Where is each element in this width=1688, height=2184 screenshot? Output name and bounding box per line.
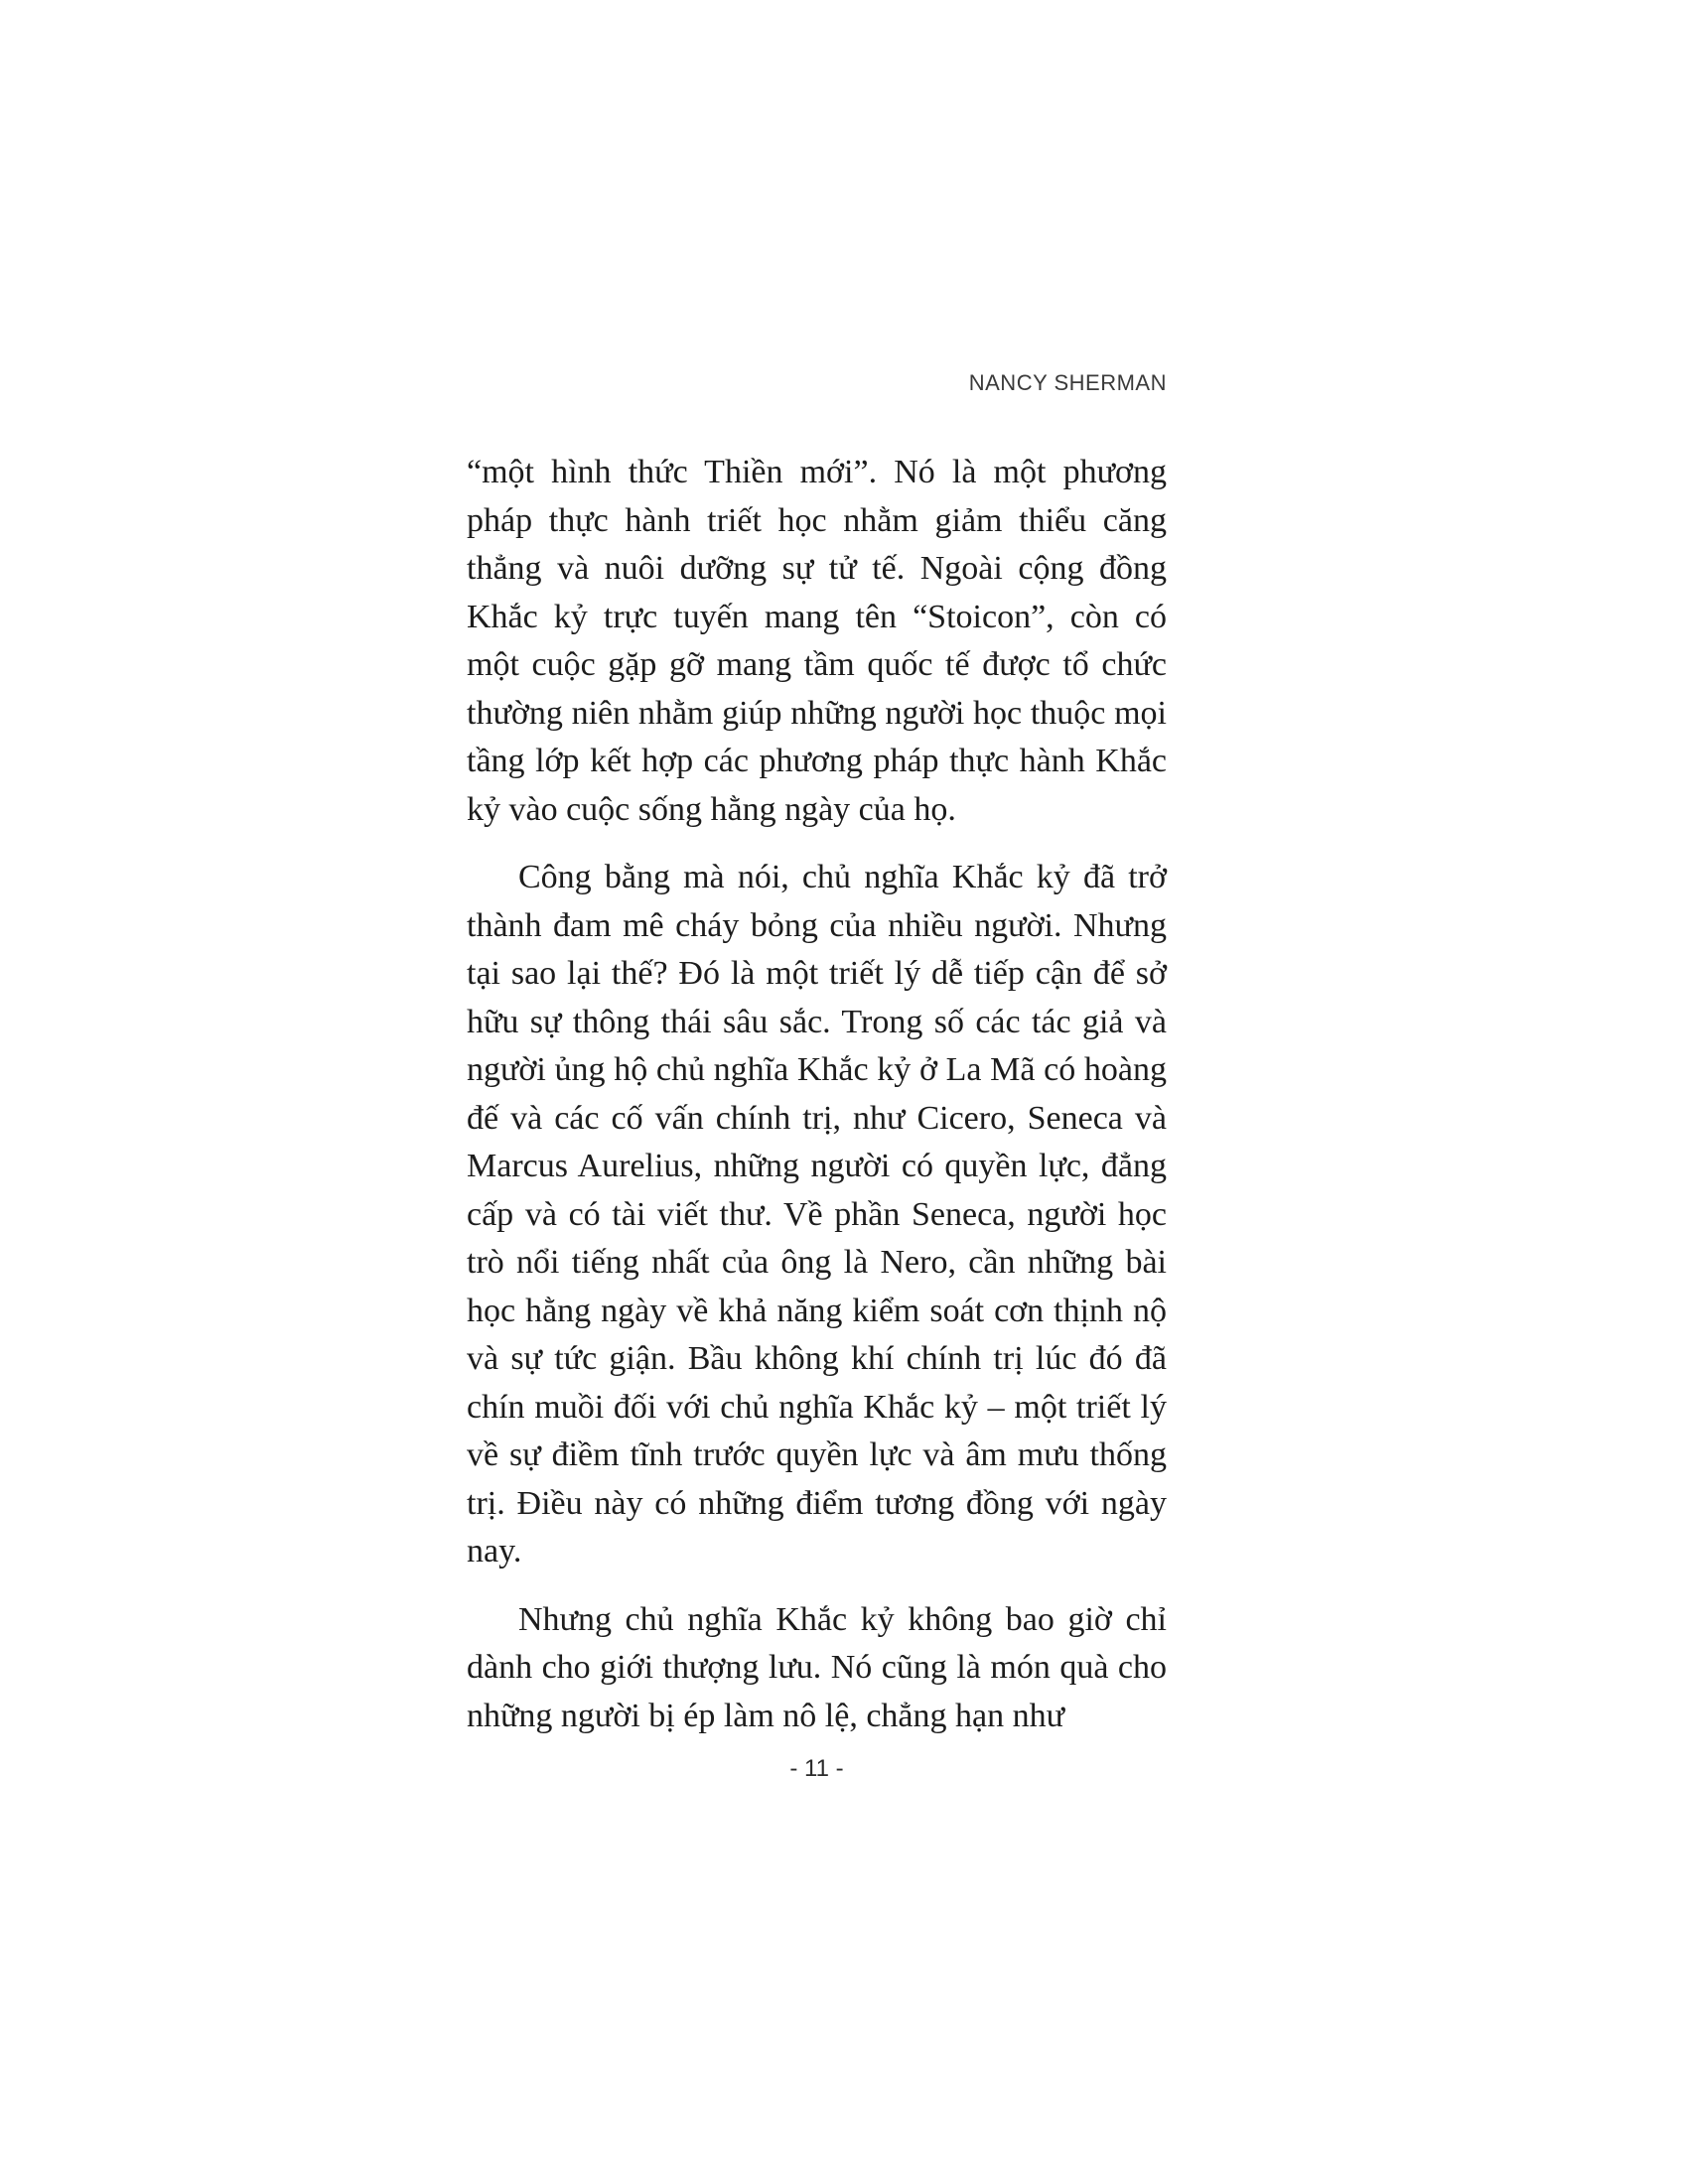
body-text [467, 449, 1167, 1760]
paragraph-3: Nhưng chủ nghĩa Khắc kỷ không bao giờ chỉ dành cho giới thượng lưu. Nó cũng là món quà cho những người bị ép làm nô lệ, chẳng hạn như [467, 1600, 1167, 1734]
running-header: NANCY SHERMAN [968, 370, 1167, 395]
page-number: - 11 - [789, 1755, 844, 1782]
paragraph-2: Công bằng mà nói, chủ nghĩa Khắc kỷ đã trở thành đam mê cháy bỏng của nhiều người. Nhưng tại sao lại thế? Đó là một triết lý dễ tiếp cận để sở hữu sự thông thái sâu sắc. Trong số các tác giả và người ủng hộ chủ nghĩa Khắc kỷ ở La Mã có hoàng đế và các cố vấn chính trị, như Cicero, Seneca và Marcus Aurelius, những người có quyền lực, đẳng cấp và có tài viết thư. Về phần Seneca, người học trò nổi tiếng nhất của ông là Nero, cần những bài học hằng ngày về khả năng kiểm soát cơn thịnh nộ và sự tức giận. Bầu không khí chính trị lúc đó đã chín muồi đối với chủ nghĩa Khắc kỷ – một triết lý về sự điềm tĩnh trước quyền lực và âm mưu thống trị. Điều này có những điểm tương đồng với ngày nay. [467, 859, 1167, 1570]
paragraph-1: “một hình thức Thiền mới”. Nó là một phương pháp thực hành triết học nhằm giảm thiểu căng thẳng và nuôi dưỡng sự tử tế. Ngoài cộng đồng Khắc kỷ trực tuyến mang tên “Stoicon”, còn có một cuộc gặp gỡ mang tầm quốc tế được tổ chức thường niên nhằm giúp những người học thuộc mọi tầng lớp kết hợp các phương pháp thực hành Khắc kỷ vào cuộc sống hằng ngày của họ. [467, 454, 1167, 828]
